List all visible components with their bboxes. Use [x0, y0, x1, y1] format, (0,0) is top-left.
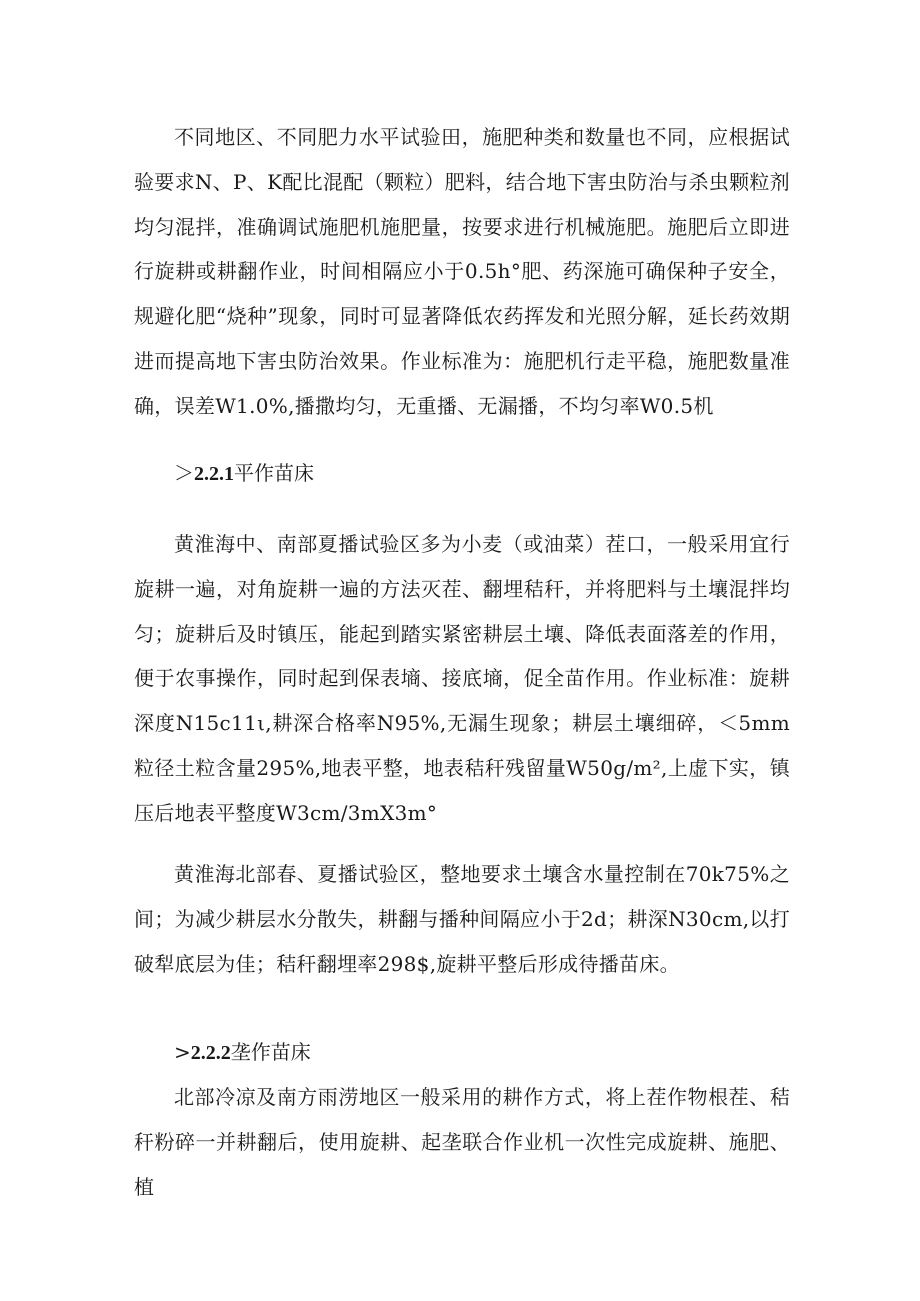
paragraph-sowing-north: 黄淮海北部春、夏播试验区，整地要求土壤含水量控制在70k75%之间；为减少耕层水分散失，耕翻与播种间隔应小于2d；耕深N30cm,以打破犁底层为佳；秸秆翻埋率298$,旋耕平整后形成待播苗床。 — [134, 862, 790, 976]
heading-marker: ＞ — [174, 461, 194, 485]
paragraph-summer-sowing-south: 黄淮海中、南部夏播试验区多为小麦（或油菜）茬口，一般采用宜行旋耕一遍，对角旋耕一遍的方法灭茬、翻埋秸秆，并将肥料与土壤混拌均匀；旋耕后及时镇压，能起到踏实紧密耕层土壤、降低表面落差的作用，便于农事操作，同时起到保表墒、接底墒，促全苗作用。作业标准：旋耕深度N15c11ι,耕深合格率N95%,无漏生现象；耕层土壤细碎，＜5mm粒径土粒含量295%,地表平整，地表秸秆残留量W50g∕m²,上虚下实，镇压后地表平整度W3cm∕3mX3m° — [134, 532, 790, 825]
heading-number: 2.2.1 — [194, 463, 234, 485]
section-heading-2-2-2 — [174, 1037, 311, 1068]
heading-number: 2.2.2 — [190, 1042, 231, 1064]
section-heading-2-2-1 — [174, 458, 314, 489]
heading-title: 垄作苗床 — [230, 1040, 311, 1064]
paragraph-ridge-bed: 北部冷凉及南方雨涝地区一般采用的耕作方式，将上茬作物根茬、秸秆粉碎一并耕翻后，使用旋耕、起垄联合作业机一次性完成旋耕、施肥、植 — [134, 1085, 790, 1199]
heading-marker: > — [174, 1040, 191, 1064]
heading-title: 平作苗床 — [234, 461, 314, 485]
paragraph-fertilization: 不同地区、不同肥力水平试验田，施肥种类和数量也不同，应根据试验要求N、P、K配比混配（颗粒）肥料，结合地下害虫防治与杀虫颗粒剂均匀混拌，准确调试施肥机施肥量，按要求进行机械施肥。施肥后立即进行旋耕或耕翻作业，时间相隔应小于0.5h°肥、药深施可确保种子安全，规避化肥“烧种”现象，同时可显著降低农药挥发和光照分解，延长药效期进而提高地下害虫防治效果。作业标准为：施肥机行走平稳，施肥数量准确，误差W1.0%,播撒均匀，无重播、无漏播，不均匀率W0.5机 — [134, 125, 790, 418]
